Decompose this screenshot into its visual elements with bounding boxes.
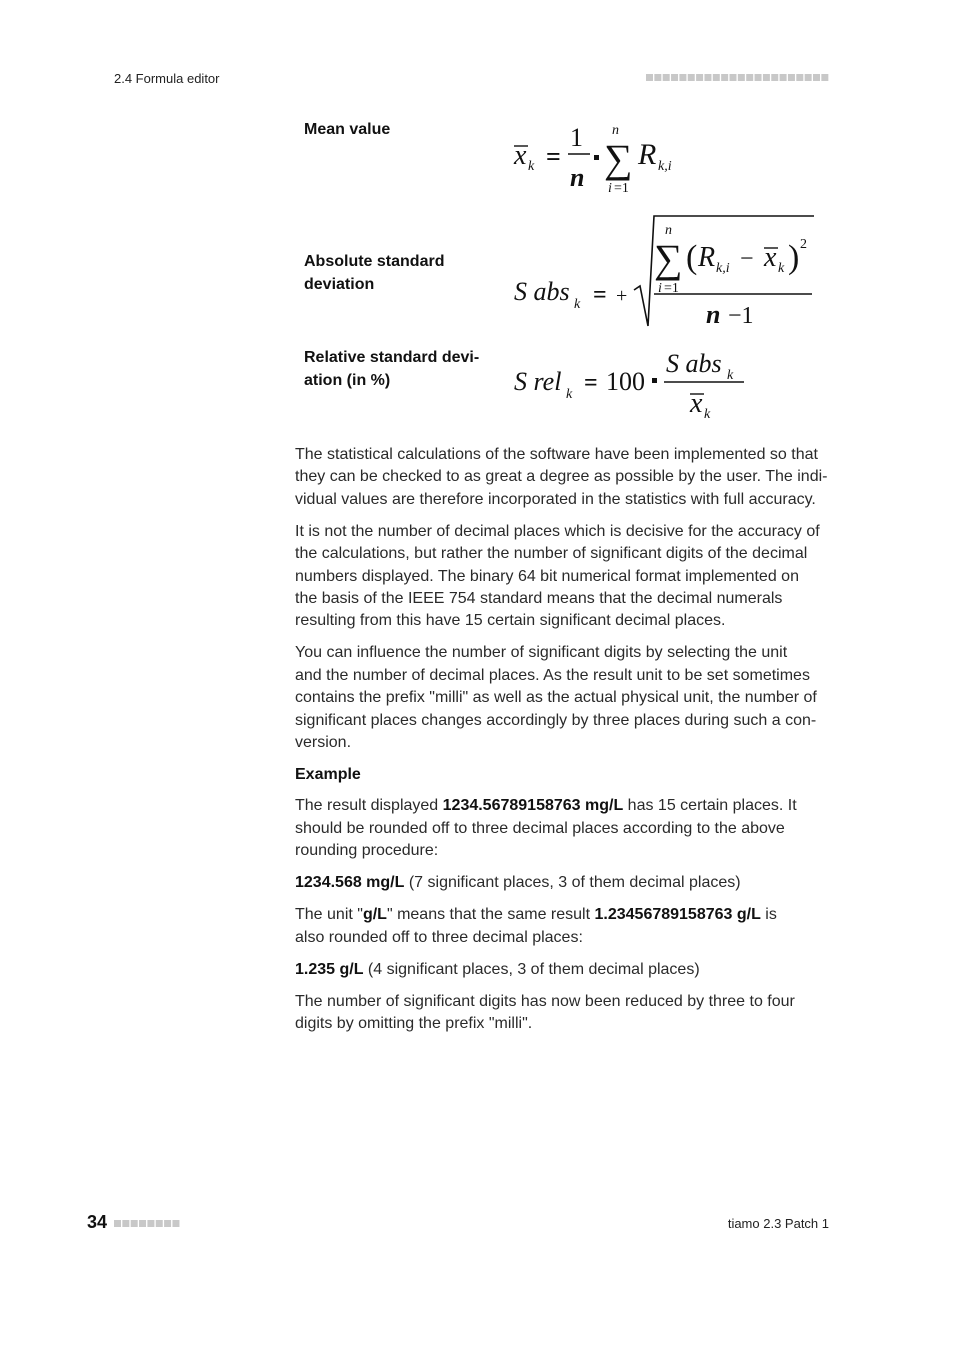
paragraph-rounded-g [295, 959, 831, 981]
running-header-section: 2.4 Formula editor [114, 71, 220, 86]
p2-line3: numbers displayed. The binary 64 bit numerical format implemented on [295, 567, 799, 585]
svg-text:=: = [546, 142, 561, 171]
dot-square [780, 74, 787, 81]
dot-square [755, 74, 762, 81]
dot-square [646, 74, 653, 81]
svg-text:=: = [593, 282, 607, 308]
svg-text:n: n [706, 300, 721, 329]
svg-text:1: 1 [570, 123, 583, 152]
dot-square [156, 1220, 163, 1227]
dot-square [679, 74, 686, 81]
svg-text:=1: =1 [664, 281, 679, 296]
formula-mean-value [508, 118, 688, 198]
ex4-value: 1.235 g/L [295, 960, 364, 978]
footer-decorative-dots [114, 1219, 182, 1228]
dot-square [131, 1220, 138, 1227]
product-name: tiamo 2.3 Patch 1 [727, 1216, 829, 1231]
dot-square [139, 1220, 146, 1227]
paragraph-decimal-places [295, 521, 831, 633]
p1-line3: vidual values are therefore incorporated in the statistics with full accuracy. [295, 490, 816, 508]
svg-text:∑: ∑ [604, 136, 633, 181]
ex3-text-c: " means that the same result [386, 906, 595, 924]
svg-text:x: x [690, 388, 703, 419]
ex5-line2: digits by omitting the prefix "milli". [295, 1015, 533, 1033]
p2-line4: the basis of the IEEE 754 standard means that the decimal numerals [295, 590, 783, 608]
dot-square [821, 74, 828, 81]
svg-text:n: n [665, 223, 672, 238]
dot-square [746, 74, 753, 81]
ex3-text-e: is [760, 906, 777, 924]
svg-text:=1: =1 [614, 181, 629, 196]
dot-square [671, 74, 678, 81]
p3-line2: and the number of decimal places. As the result unit to be set sometimes [295, 666, 810, 684]
p3-line1: You can influence the number of significant digits by selecting the unit [295, 644, 788, 662]
p3-line4: significant places changes accordingly by three places during such a con- [295, 711, 817, 729]
svg-text:(: ( [686, 239, 698, 276]
dot-square [721, 74, 728, 81]
svg-text:x: x [764, 242, 777, 273]
p2-line2: the calculations, but rather the number of significant digits of the decimal [295, 545, 808, 563]
svg-text:n: n [570, 163, 585, 192]
dot-square [704, 74, 711, 81]
svg-text:S abs: S abs [514, 277, 570, 306]
svg-text:S abs: S abs [666, 349, 722, 378]
dot-square [147, 1220, 154, 1227]
ex3-unit: g/L [362, 906, 387, 924]
page-number: 34 [87, 1212, 108, 1232]
dot-square [730, 74, 737, 81]
p2-line1: It is not the number of decimal places which is decisive for the accuracy of [295, 522, 820, 540]
dot-square [114, 1220, 121, 1227]
formula-label-abs-std [304, 250, 494, 296]
dot-square [771, 74, 778, 81]
ex1-text-c: has 15 certain places. It [623, 797, 797, 815]
svg-text:+: + [616, 285, 628, 307]
dot-square [813, 74, 820, 81]
svg-text:=: = [584, 370, 598, 396]
formula-label-rel-std-line2: ation (in %) [304, 372, 391, 389]
svg-text:k,i: k,i [716, 261, 730, 276]
body-text [295, 444, 831, 1045]
dot-square [796, 74, 803, 81]
ex4-text: (4 significant places, 3 of them decimal places) [363, 960, 700, 978]
svg-text:R: R [638, 138, 657, 171]
svg-text:k: k [528, 159, 535, 174]
svg-text:100: 100 [606, 367, 645, 396]
svg-text:2: 2 [800, 237, 807, 252]
dot-square [788, 74, 795, 81]
formula-label-rel-std [304, 346, 494, 392]
ex3-text-a: The unit " [295, 906, 363, 924]
p3-line5: version. [295, 734, 352, 752]
ex3-value-g: 1.23456789158763 g/L [594, 906, 761, 924]
svg-text:): ) [788, 239, 800, 276]
dot-square [663, 74, 670, 81]
formula-label-rel-std-line1: Relative standard devi- [304, 349, 480, 366]
dot-square [688, 74, 695, 81]
paragraph-conclusion [295, 991, 831, 1036]
ex3-line2: also rounded off to three decimal places: [295, 928, 583, 946]
svg-text:∑: ∑ [654, 236, 683, 281]
svg-text:k: k [566, 387, 573, 402]
formula-label-abs-std-line1: Absolute standard [304, 253, 445, 270]
svg-text:S rel: S rel [514, 367, 562, 396]
dot-square [122, 1220, 129, 1227]
svg-text:x: x [514, 140, 527, 171]
ex1-line2: should be rounded off to three decimal places according to the above [295, 819, 785, 837]
paragraph-statistical-calculations [295, 444, 831, 511]
svg-text:−: − [740, 246, 754, 272]
svg-text:k: k [727, 368, 734, 383]
p2-line5: resulting from this have 15 certain significant decimal places. [295, 612, 726, 630]
dot-square [654, 74, 661, 81]
p1-line2: they can be checked to as great a degree as possible by the user. The indi- [295, 468, 828, 486]
svg-text:i: i [658, 281, 662, 296]
ex2-text: (7 significant places, 3 of them decimal places) [404, 874, 741, 892]
paragraph-unit-gl [295, 904, 831, 949]
ex1-value-mg: 1234.56789158763 mg/L [442, 797, 624, 815]
svg-text:k,i: k,i [658, 159, 672, 174]
dot-square [713, 74, 720, 81]
dot-square [696, 74, 703, 81]
p1-line1: The statistical calculations of the software have been implemented so that [295, 446, 818, 463]
svg-text:R: R [698, 242, 716, 273]
formula-relative-std-deviation [508, 342, 758, 426]
p3-line3: contains the prefix "milli" as well as the actual physical unit, the number of [295, 689, 817, 707]
paragraph-rounded-mg [295, 872, 831, 894]
svg-text:k: k [778, 261, 785, 276]
svg-text:k: k [704, 407, 711, 422]
ex2-value: 1234.568 mg/L [295, 874, 405, 892]
formula-label-abs-std-line2: deviation [304, 276, 375, 293]
dot-square [164, 1220, 171, 1227]
dot-square [172, 1220, 179, 1227]
svg-text:n: n [612, 123, 619, 138]
header-decorative-dots [646, 73, 829, 82]
svg-text:−1: −1 [728, 303, 754, 329]
example-heading: Example [295, 766, 361, 784]
ex1-text-a: The result displayed [295, 797, 443, 815]
dot-square [738, 74, 745, 81]
ex5-line1: The number of significant digits has now been reduced by three to four [295, 992, 795, 1010]
formula-label-mean: Mean value [304, 121, 391, 138]
svg-text:i: i [608, 181, 612, 196]
dot-square [763, 74, 770, 81]
formula-absolute-std-deviation [508, 210, 828, 332]
ex1-line3: rounding procedure: [295, 842, 439, 860]
paragraph-significant-digits [295, 642, 831, 754]
paragraph-example-result [295, 795, 831, 862]
dot-square [805, 74, 812, 81]
svg-text:k: k [574, 297, 581, 312]
